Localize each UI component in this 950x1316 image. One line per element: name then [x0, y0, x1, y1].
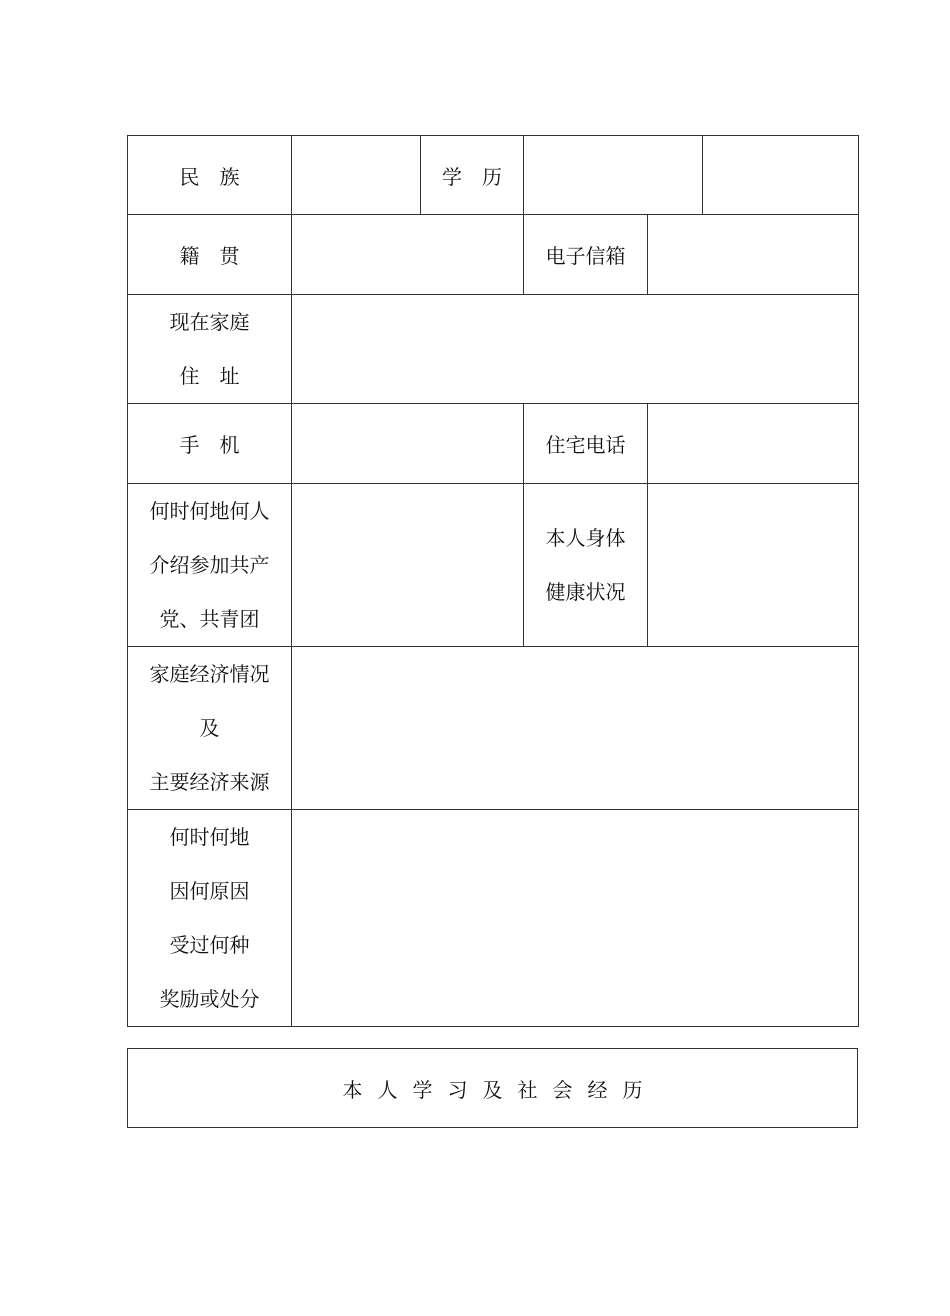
email-label	[524, 215, 648, 295]
ethnicity-field[interactable]	[292, 136, 421, 215]
address-label-line2	[128, 349, 291, 403]
native-place-label	[128, 215, 292, 295]
education-field[interactable]	[524, 136, 703, 215]
awards-field[interactable]	[292, 810, 859, 1027]
awards-label-line2: 因何原因	[169, 879, 250, 903]
study-experience-title: 本人学习及社会经历	[342, 1077, 658, 1102]
address-label-line1: 现在家庭	[169, 310, 250, 334]
health-label	[524, 484, 648, 647]
health-label-line2: 健康状况	[545, 580, 626, 604]
native-place-label-text: 籍贯	[179, 244, 260, 268]
native-place-field[interactable]	[292, 215, 524, 295]
education-label	[421, 136, 524, 215]
study-experience-section	[127, 1048, 858, 1128]
economy-label-line2: 及	[199, 716, 220, 740]
ethnicity-label-text: 民族	[179, 164, 260, 189]
address-field[interactable]	[292, 295, 859, 404]
mobile-label	[128, 404, 292, 484]
party-intro-label	[128, 484, 292, 647]
email-label-text: 电子信箱	[545, 244, 626, 268]
awards-label-line3: 受过何种	[169, 933, 250, 957]
health-label-line1: 本人身体	[545, 526, 626, 550]
awards-label	[128, 810, 292, 1027]
awards-label-line1: 何时何地	[169, 825, 250, 849]
party-intro-label-line2: 介绍参加共产	[149, 553, 270, 577]
email-field[interactable]	[648, 215, 859, 295]
economy-field[interactable]	[292, 647, 859, 810]
registration-form-table	[127, 135, 859, 1027]
home-phone-label	[524, 404, 648, 484]
home-phone-field[interactable]	[648, 404, 859, 484]
photo-area[interactable]	[703, 136, 859, 215]
party-intro-field[interactable]	[292, 484, 524, 647]
education-label-text: 学历	[442, 164, 522, 189]
party-intro-label-line3: 党、共青团	[159, 607, 260, 631]
home-phone-label-text: 住宅电话	[545, 433, 626, 457]
party-intro-label-line1: 何时何地何人	[149, 499, 270, 523]
health-field[interactable]	[648, 484, 859, 647]
economy-label	[128, 647, 292, 810]
economy-label-line1: 家庭经济情况	[149, 662, 270, 686]
economy-label-line3: 主要经济来源	[149, 770, 270, 794]
mobile-field[interactable]	[292, 404, 524, 484]
ethnicity-label	[128, 136, 292, 215]
awards-label-line4: 奖励或处分	[159, 987, 260, 1011]
mobile-label-text: 手机	[179, 433, 260, 457]
address-label-line2-text: 住址	[179, 364, 260, 388]
address-label	[128, 295, 292, 404]
